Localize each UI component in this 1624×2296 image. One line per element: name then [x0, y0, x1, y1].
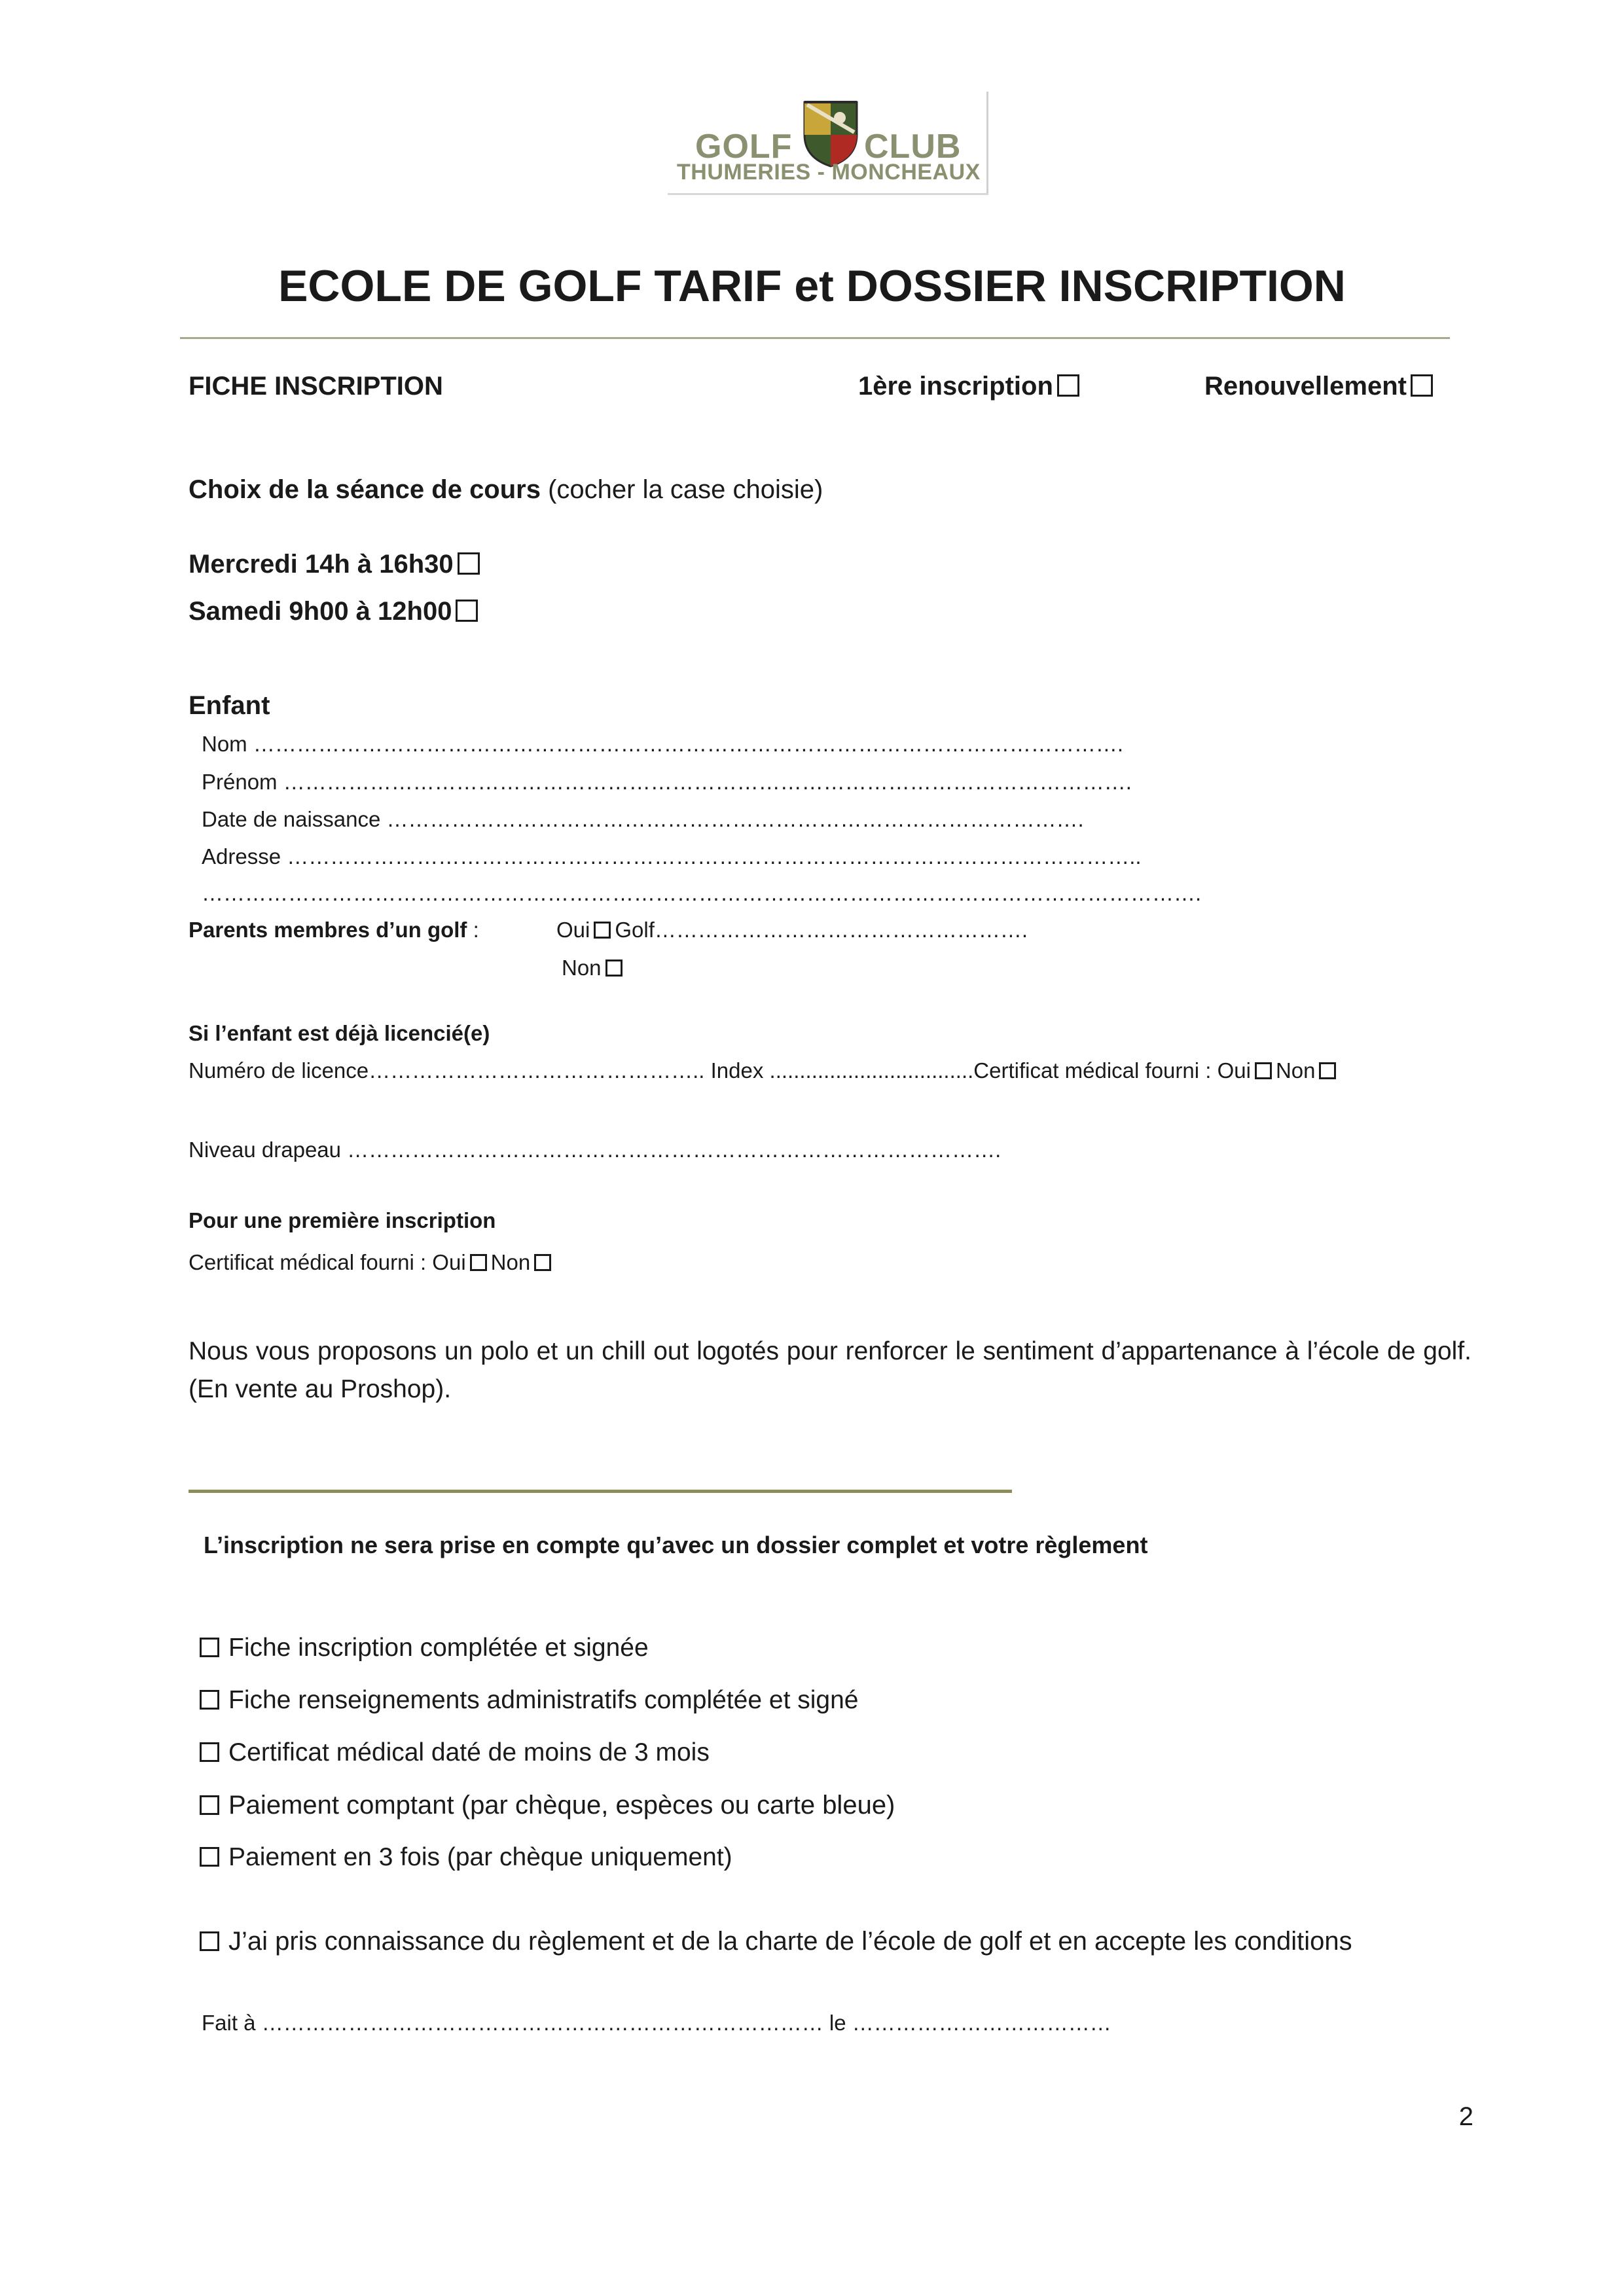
premiere-cert-label: Certificat médical fourni : Oui	[189, 1250, 466, 1274]
renewal-option[interactable]	[1204, 372, 1437, 401]
wednesday-checkbox[interactable]	[458, 552, 480, 575]
checklist-label: Paiement comptant (par chèque, espèces ou carte bleue)	[228, 1791, 895, 1820]
parents-label	[189, 918, 479, 942]
licence-row	[189, 1058, 1340, 1083]
golf-club-logo	[668, 92, 988, 195]
logo-frame-right	[986, 92, 988, 195]
session-option-saturday[interactable]	[189, 597, 482, 626]
dossier-notice: L’inscription ne sera prise en compte qu’avec un dossier complet et votre règlement	[204, 1532, 1148, 1558]
nom-field[interactable]: Nom ………………………………………………………………………………………………………….	[202, 732, 1124, 756]
enfant-heading: Enfant	[189, 691, 270, 720]
parents-oui-label: Oui	[556, 918, 590, 942]
first-inscription-option[interactable]	[858, 372, 1083, 401]
parents-non-label: Non	[562, 956, 602, 980]
checklist-item[interactable]	[200, 1791, 895, 1820]
polo-paragraph: Nous vous proposons un polo et un chill out logotés pour renforcer le sentiment d’appartenance à l’école de golf. (En vente au Proshop).	[189, 1337, 1471, 1403]
licence-cert-non-label: Non	[1275, 1058, 1316, 1083]
checklist-checkbox[interactable]	[200, 1742, 219, 1762]
title-divider	[180, 337, 1450, 339]
crest-icon	[801, 96, 861, 169]
premiere-cert-non-label: Non	[490, 1250, 531, 1274]
renewal-label: Renouvellement	[1204, 372, 1407, 401]
premiere-cert-non-checkbox[interactable]	[534, 1254, 551, 1271]
logo-subtitle: THUMERIES - MONCHEAUX	[677, 160, 981, 185]
fait-a-field[interactable]: Fait à …………………………………………………………………… le ………………………………	[202, 2011, 1111, 2035]
checklist-item[interactable]	[200, 1634, 649, 1662]
first-inscription-label: 1ère inscription	[858, 372, 1053, 401]
checklist-label: Fiche inscription complétée et signée	[228, 1634, 649, 1662]
session-heading-bold: Choix de la séance de cours	[189, 475, 541, 504]
section-divider	[189, 1490, 1012, 1493]
session-option-label: Samedi 9h00 à 12h00	[189, 597, 452, 626]
premiere-cert-row	[189, 1250, 555, 1275]
licence-cert-oui-checkbox[interactable]	[1255, 1062, 1272, 1079]
checklist-label: Paiement en 3 fois (par chèque uniquement)	[228, 1843, 732, 1871]
logo-word-club: CLUB	[864, 128, 962, 166]
renewal-checkbox[interactable]	[1411, 374, 1433, 397]
session-heading-hint: (cocher la case choisie)	[541, 475, 823, 504]
accept-conditions-label: J’ai pris connaissance du règlement et de la charte de l’école de golf et en accepte les conditions	[228, 1927, 1352, 1956]
parents-label-colon: :	[467, 918, 479, 942]
adresse-field[interactable]: Adresse ………………………………………………………………………………………………………..	[202, 844, 1142, 869]
licencie-heading: Si l’enfant est déjà licencié(e)	[189, 1021, 490, 1045]
checklist-item[interactable]	[200, 1686, 858, 1715]
page-title: ECOLE DE GOLF TARIF et DOSSIER INSCRIPTION	[278, 261, 1346, 311]
premiere-inscription-heading: Pour une première inscription	[189, 1208, 496, 1232]
checklist-label: Certificat médical daté de moins de 3 mois	[228, 1738, 710, 1767]
checklist-checkbox[interactable]	[200, 1795, 219, 1815]
first-inscription-checkbox[interactable]	[1057, 374, 1079, 397]
premiere-cert-oui-checkbox[interactable]	[470, 1254, 487, 1271]
licence-cert-label: Certificat médical fourni : Oui	[973, 1058, 1251, 1083]
page-number: 2	[1458, 2102, 1473, 2131]
checklist-checkbox[interactable]	[200, 1690, 219, 1710]
session-option-label: Mercredi 14h à 16h30	[189, 550, 454, 579]
licence-number-field[interactable]: Numéro de licence……………………………………….. Index	[189, 1058, 770, 1083]
checklist-checkbox[interactable]	[200, 1638, 219, 1657]
accept-conditions-item[interactable]	[200, 1927, 1352, 1956]
checklist-label: Fiche renseignements administratifs complétée et signé	[228, 1686, 859, 1714]
parents-oui-option[interactable]	[556, 918, 1028, 942]
parents-oui-checkbox[interactable]	[594, 922, 611, 939]
logo-frame-bottom	[668, 193, 988, 195]
licence-cert-non-checkbox[interactable]	[1319, 1062, 1336, 1079]
checklist-item[interactable]	[200, 1843, 732, 1872]
parents-label-bold: Parents membres d’un golf	[189, 918, 467, 942]
session-option-wednesday[interactable]	[189, 550, 484, 579]
fiche-inscription-heading: FICHE INSCRIPTION	[189, 372, 443, 401]
niveau-drapeau-field[interactable]: Niveau drapeau ……………………………………………………………………………….	[189, 1138, 1001, 1162]
logo-word-golf: GOLF	[695, 128, 793, 166]
accept-conditions-checkbox[interactable]	[200, 1931, 219, 1951]
parents-non-option[interactable]	[562, 956, 626, 980]
adresse-line-2-field[interactable]: ………………………………………………………………………………………………………………………….	[202, 881, 1202, 905]
saturday-checkbox[interactable]	[456, 600, 478, 622]
parents-golf-field[interactable]: Golf…………………………………………….	[615, 918, 1028, 942]
date-naissance-field[interactable]: Date de naissance …………………………………………………………………………………….	[202, 807, 1084, 831]
checklist-checkbox[interactable]	[200, 1847, 219, 1867]
parents-non-checkbox[interactable]	[605, 960, 623, 977]
index-field[interactable]: ..................................	[769, 1058, 974, 1083]
checklist-item[interactable]	[200, 1738, 710, 1767]
prenom-field[interactable]: Prénom ……………………………………………………………………………………………………….	[202, 770, 1132, 794]
session-heading	[189, 475, 823, 505]
